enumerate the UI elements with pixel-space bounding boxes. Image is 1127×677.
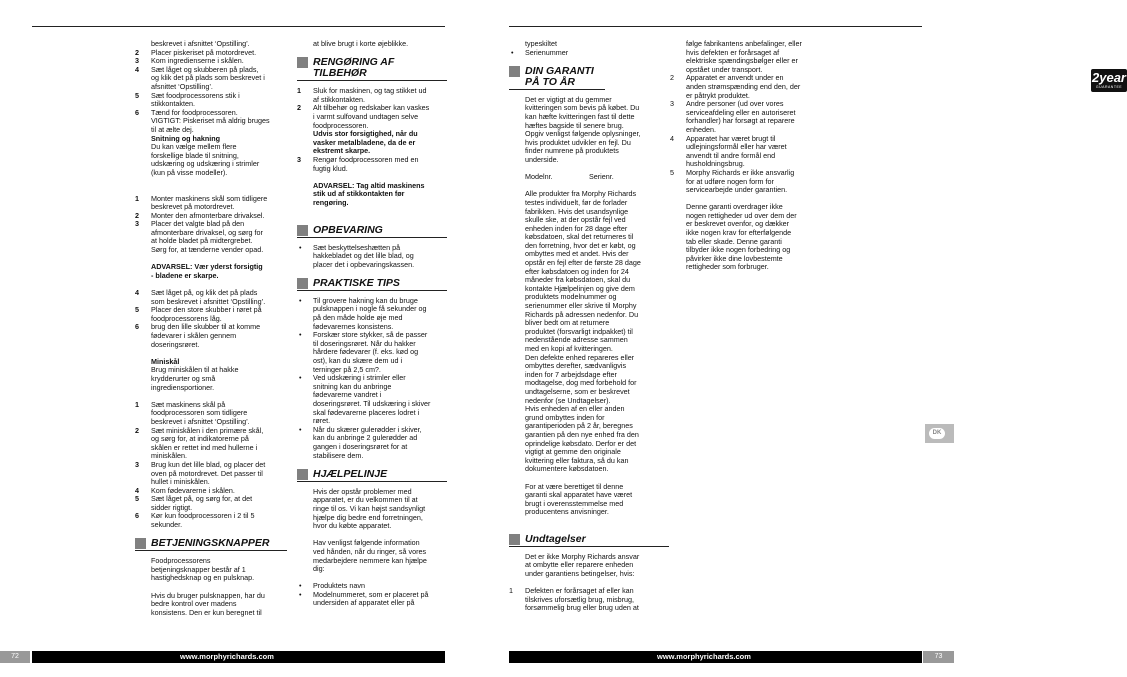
step-number: 3 bbox=[135, 459, 139, 469]
bullet-item bbox=[297, 374, 447, 426]
text-line: placer det i opbevaringskassen. bbox=[313, 259, 415, 269]
bullet-text: skal fødevarerne placeres lodret i bbox=[313, 407, 420, 417]
text-line: kvittering eller faktura, så du kan bbox=[525, 455, 629, 465]
text-line: Den defekte enhed repareres eller bbox=[525, 352, 635, 362]
step-number: 3 bbox=[670, 99, 674, 109]
step-text: Sørg for, at tænderne vender opad. bbox=[151, 245, 264, 255]
step-number: 4 bbox=[135, 288, 139, 298]
step-item bbox=[135, 401, 287, 427]
rengoring-step-3: 3 Rengør foodprocessoren med en fugtig klud. bbox=[297, 156, 447, 173]
step-item bbox=[135, 495, 287, 512]
step-text: Sæt låget på, og klik det på plads bbox=[151, 288, 258, 298]
serial-label: Serienr. bbox=[589, 172, 614, 182]
step-text: Monter den afmonterbare drivaksel. bbox=[151, 210, 265, 220]
top-rule bbox=[32, 26, 445, 27]
text-line: hastighedsknap og en pulsknap. bbox=[151, 573, 255, 583]
text-line: tilbyder ikke nogen forbedring og bbox=[686, 245, 791, 255]
step-text: og klik det på plads som beskrevet i bbox=[151, 73, 265, 83]
text-line: Udvis stor forsigtighed, når du bbox=[313, 129, 418, 139]
text-line: at ombytte eller reparere enheden bbox=[525, 560, 634, 570]
step-number: 2 bbox=[135, 425, 139, 435]
text-line: forskellige blade til snitning, bbox=[151, 150, 239, 160]
bullet-text: fødevarerne vandret i bbox=[313, 390, 382, 400]
step-text: anden strømspænding end den, der bbox=[686, 81, 801, 91]
text-line: nogen rettigheder ud over dem der bbox=[686, 210, 797, 220]
bullet-text: Til grovere hakning kan du bruge bbox=[313, 295, 418, 305]
step-number: 4 bbox=[670, 133, 674, 143]
text-line: efter købsdatoen og inden for 24 bbox=[525, 266, 629, 276]
text-line: tilskrives uforsætlig brug, misbrug, bbox=[525, 594, 635, 604]
text-line: påvirker ikke dine lovbestemte bbox=[686, 253, 783, 263]
text-line: Hvis enheden af en eller anden bbox=[525, 404, 625, 414]
text-line: hjælpe dig bedre end forretningen, bbox=[313, 512, 423, 522]
tips-list bbox=[297, 297, 447, 460]
footer-url[interactable]: www.morphyrichards.com bbox=[180, 652, 274, 661]
text-line: nedenfor (se Undtagelser). bbox=[525, 395, 611, 405]
serial-bullet: • Serienummer bbox=[511, 47, 569, 57]
garanti-paragraph-1 bbox=[509, 96, 669, 165]
text-line: Hav venligst følgende information bbox=[313, 538, 420, 548]
step-number: 5 bbox=[135, 305, 139, 315]
text-line: RENGØRING AF bbox=[313, 56, 395, 69]
text-line: Sæt beskyttelseshætten på bbox=[313, 242, 401, 252]
step-number: 5 bbox=[135, 494, 139, 504]
text-line: rettigheder som forbruger. bbox=[686, 262, 769, 272]
step-text: Placer den store skubber i røret på bbox=[151, 305, 262, 315]
step-number: 3 bbox=[135, 56, 139, 66]
bullet-text: kan du anbringe 2 gulerødder ad bbox=[313, 433, 418, 443]
text-line: bliver bedt om at returnere bbox=[525, 318, 610, 328]
step-text: Andre personer (ud over vores bbox=[686, 99, 784, 109]
rengoring-step-2-warning bbox=[297, 130, 447, 156]
step-text: udlejningsformål eller har været bbox=[686, 142, 787, 152]
bullet-text: undersiden af apparatet eller på bbox=[313, 598, 415, 608]
heading-square-icon bbox=[297, 278, 308, 289]
hjaelp-list bbox=[297, 582, 447, 608]
step-number: 4 bbox=[135, 485, 139, 495]
step-text: og sørg for, at indikatorerne på bbox=[151, 434, 249, 444]
text-line: købsdatoen, skal det returneres til bbox=[525, 232, 634, 242]
step-text: miniskålen. bbox=[151, 451, 187, 461]
bullet-icon: • bbox=[299, 581, 302, 591]
text-line: Sluk for maskinen, og tag stikket ud bbox=[313, 86, 427, 96]
step-number: 2 bbox=[135, 47, 139, 57]
step-number: 6 bbox=[135, 322, 139, 332]
step-text: fødevarer i skålen gennem bbox=[151, 331, 237, 340]
rengoring-step-1: 1 Sluk for maskinen, og tag stikket ud af stikkontakten. bbox=[297, 87, 447, 104]
heading-praktiske-tips: PRAKTISKE TIPS bbox=[297, 278, 447, 291]
step-text: beskrevet på motordrevet. bbox=[151, 202, 235, 212]
step-number: 6 bbox=[135, 107, 139, 117]
heading-din-garanti bbox=[509, 66, 605, 90]
step-text: Brug kun det lille blad, og placer det bbox=[151, 459, 266, 469]
step-number: 6 bbox=[135, 511, 139, 521]
step-text: Apparatet har været brugt til bbox=[686, 133, 776, 143]
step-text: stikkontakten. bbox=[151, 99, 195, 109]
text-line: dokumentere købsdatoen. bbox=[525, 464, 609, 474]
bullet-icon: • bbox=[299, 589, 302, 599]
step-item bbox=[670, 169, 820, 195]
heading-betjeningsknapper: BETJENINGSKNAPPER bbox=[135, 538, 287, 551]
step-text: Sæt låget på, og sørg for, at det bbox=[151, 494, 253, 504]
step-text: Placer det valgte blad på den bbox=[151, 219, 245, 229]
warning-unplug bbox=[297, 182, 447, 208]
bullet-text: doseringsrøret. Til udskæring i skiver bbox=[313, 399, 431, 408]
footer-bar bbox=[32, 651, 445, 663]
undtagelser-item-1: 1 Defekten er forårsaget af eller kan tilskrives uforsætlig brug, misbrug, forsømmelig brug eller brug uden at bbox=[509, 587, 669, 613]
step-number: 5 bbox=[670, 167, 674, 177]
heading-square-icon bbox=[297, 57, 308, 68]
step-item bbox=[135, 220, 287, 254]
text-line: vigtigt at gemme den originale bbox=[525, 447, 621, 457]
text-line: udskæring og udskæring i strimler bbox=[151, 159, 260, 169]
heading-rengoring bbox=[297, 57, 447, 81]
bullet-icon: • bbox=[299, 295, 302, 305]
text-line: konsistens. Den er kun beregnet til bbox=[151, 607, 262, 617]
step-item bbox=[135, 92, 287, 109]
text-line: ombyttes derefter, sædvanligvis bbox=[525, 361, 627, 371]
step-text: VIGTIGT: Piskeriset må aldrig bruges bbox=[151, 116, 270, 126]
text-line: PÅ TO ÅR bbox=[525, 75, 575, 88]
text-line: den forretning, hvor det er købt, og bbox=[525, 240, 636, 250]
text-line: skulle ske, at der opstår fejl ved bbox=[525, 215, 626, 225]
steps-slicing bbox=[135, 195, 287, 255]
text-line: inden for 7 arbejdsdage efter bbox=[525, 369, 617, 379]
final-paragraph bbox=[670, 203, 820, 272]
text-line: ved hånden, når du ringer, så vores bbox=[313, 546, 427, 556]
bullet-text: Forskær store stykker, så de passer bbox=[313, 330, 428, 340]
bullet-icon: • bbox=[299, 330, 302, 340]
bullet-icon: • bbox=[299, 373, 302, 383]
step-text: anvendt til andre formål end bbox=[686, 150, 776, 160]
heading-square-icon bbox=[135, 538, 146, 549]
text-line: følge fabrikantens anbefalinger, eller bbox=[686, 39, 802, 48]
step-text: brug den lille skubber til at komme bbox=[151, 322, 261, 332]
rengoring-step-2: 2 Alt tilbehør og redskaber kan vaskes i varmt sulfovand undtagen selve foodprocessoren. bbox=[297, 104, 447, 130]
step-number: 3 bbox=[135, 219, 139, 229]
text-line: hæftes bagside til senere brug. bbox=[525, 120, 624, 130]
step-number: 2 bbox=[670, 73, 674, 83]
footer-url[interactable]: www.morphyrichards.com bbox=[657, 652, 751, 661]
step-text: beskrevet i afsnittet ‘Opstilling’. bbox=[151, 416, 250, 426]
text-line: ingrediensportioner. bbox=[151, 382, 215, 392]
step-item bbox=[135, 427, 287, 461]
step-item bbox=[670, 100, 820, 134]
text-line: med en kopi af kvitteringen. bbox=[525, 344, 613, 353]
right-column-1 bbox=[509, 40, 669, 613]
text-line: Denne garanti overdrager ikke bbox=[686, 202, 783, 212]
text-line: foodprocessoren. bbox=[313, 120, 369, 130]
text-line: DIN GARANTI bbox=[525, 64, 594, 77]
step-text: afmonterbare drivaksel, og sørg for bbox=[151, 227, 263, 237]
step-text: husholdningsbrug. bbox=[686, 159, 745, 169]
text-line: garantiperioden på 2 år, beregnes bbox=[525, 421, 633, 431]
text-line: producentens anvisninger. bbox=[525, 507, 609, 517]
steps-slicing-2 bbox=[135, 289, 287, 349]
text-line: at blive brugt i korte øjeblikke. bbox=[313, 39, 409, 48]
bullet-text: gangen i doseringsrøret for at bbox=[313, 441, 408, 451]
text-line: dig: bbox=[313, 564, 325, 574]
text-line: modtagelse, dog med forbehold for bbox=[525, 378, 637, 388]
text-line: Du kan vælge mellem flere bbox=[151, 142, 237, 152]
step-text: som beskrevet i afsnittet ‘Opstilling’. bbox=[151, 296, 266, 306]
text-line: garanti skal apparatet have været bbox=[525, 490, 633, 500]
step-item bbox=[670, 135, 820, 169]
text-line: brugt i overensstemmelse med bbox=[525, 498, 624, 508]
text-line: hakkebladet og det lille blad, og bbox=[313, 251, 414, 261]
two-year-guarantee-logo: 2year GUARANTEE bbox=[1091, 69, 1127, 92]
model-label: Modelnr. bbox=[525, 172, 553, 182]
right-page bbox=[477, 0, 1126, 677]
text-line: Defekten er forårsaget af eller kan bbox=[525, 586, 634, 596]
bullet-item bbox=[297, 331, 447, 374]
text-line: opstår en fejl efter de første 28 dage bbox=[525, 258, 641, 268]
footer-bar bbox=[509, 651, 922, 663]
text-line: produktets modelnummer og bbox=[525, 292, 617, 302]
page-number: 73 bbox=[923, 651, 954, 663]
step-text: forhandler) har forsøgt at reparere bbox=[686, 116, 795, 126]
text-line: i varmt sulfovand undtagen selve bbox=[313, 111, 419, 121]
garanti-paragraph-3 bbox=[509, 483, 669, 517]
language-tab-label: DK bbox=[929, 428, 945, 439]
step-text: Sæt maskinens skål på bbox=[151, 399, 226, 409]
bullet-text: Ved udskæring i strimler eller bbox=[313, 373, 406, 383]
text-line: enheden inden for 28 dage efter bbox=[525, 223, 628, 233]
betjening-paragraph-2 bbox=[135, 592, 287, 618]
text-line: ADVARSEL: Tag altid maskinens bbox=[313, 180, 425, 190]
betjening-paragraph-1 bbox=[135, 557, 287, 583]
bullet-text: terninger på 2,5 cm?. bbox=[313, 364, 381, 374]
step-number: 1 bbox=[135, 399, 139, 409]
text-line: Richards på adressen nedenfor. Du bbox=[525, 309, 639, 319]
step-text: for at udføre nogen form for bbox=[686, 176, 774, 186]
bullet-text: pulsknappen i nogle få sekunder og bbox=[313, 304, 427, 314]
text-line: kontakte Hjælpelinjen og give dem bbox=[525, 283, 635, 293]
text-line: (kun på visse modeller). bbox=[151, 167, 228, 177]
step-number: 5 bbox=[135, 90, 139, 100]
language-tab bbox=[925, 424, 954, 443]
text-line: tab eller skade. Denne garanti bbox=[686, 236, 782, 246]
right-column-2 bbox=[670, 40, 820, 272]
text-line: ringe til os. Vi kan højst sandsynligt bbox=[313, 503, 426, 513]
text-line: fabrikken. Hvis det usandsynlige bbox=[525, 206, 629, 216]
miniskaal-section bbox=[135, 358, 287, 392]
step-text: enheden. bbox=[686, 124, 716, 134]
step-text: doseringsrøret. bbox=[151, 339, 200, 349]
text-line: beskrevet i afsnittet ‘Opstilling’. bbox=[151, 39, 250, 48]
text-line: hvis defekten er forårsaget af bbox=[686, 47, 780, 57]
text-line: apparatet, er du velkommen til at bbox=[313, 495, 418, 505]
step-text: Placer piskeriset på motordrevet. bbox=[151, 47, 257, 57]
step-text: Monter maskinens skål som tidligere bbox=[151, 193, 268, 203]
text-line: oprindelige købsdato. Derfor er det bbox=[525, 438, 637, 448]
text-line: Hvis der opstår problemer med bbox=[313, 486, 412, 496]
text-line: stik ud af stikkontakten før bbox=[313, 189, 405, 199]
text-line: Det er ikke Morphy Richards ansvar bbox=[525, 551, 640, 561]
text-line: kan hæfte kvitteringen fast til dette bbox=[525, 111, 635, 121]
text-line: testes individuelt, før de forlader bbox=[525, 197, 628, 207]
text-line: bedre kontrol over madens bbox=[151, 599, 237, 609]
step-text: skålen er rettet ind med hullerne i bbox=[151, 442, 258, 452]
text-line: vasker metalbladene, da de er bbox=[313, 137, 416, 147]
bullet-item bbox=[297, 426, 447, 460]
model-serial-row bbox=[509, 173, 669, 182]
step-text: Apparatet er anvendt under en bbox=[686, 73, 784, 83]
text-line: Alt tilbehør og redskaber kan vaskes bbox=[313, 103, 430, 113]
text-line: krydderurter og små bbox=[151, 373, 216, 383]
miniskaal-title: Miniskål bbox=[151, 356, 180, 366]
heading-undtagelser: Undtagelser bbox=[509, 534, 669, 547]
heading-square-icon bbox=[509, 534, 520, 545]
bullet-text: fødevarernes konsistens. bbox=[313, 321, 394, 331]
heading-hjaelpelinje: HJÆLPELINJE bbox=[297, 469, 447, 482]
heading-square-icon bbox=[297, 225, 308, 236]
step-text: Sæt låget og skubberen på plads, bbox=[151, 64, 259, 74]
text-line: Opgiv venligst følgende oplysninger, bbox=[525, 129, 641, 139]
text-line: Foodprocessorens bbox=[151, 556, 211, 566]
step-text: foodprocessoren som tidligere bbox=[151, 408, 248, 418]
text-line: forsømmelig brug eller brug uden at bbox=[525, 603, 639, 613]
text-line: Alle produkter fra Morphy Richards bbox=[525, 189, 637, 199]
text-line: hvor du købte apparatet. bbox=[313, 521, 392, 531]
undtagelser-items bbox=[670, 74, 820, 194]
step-number: 1 bbox=[135, 193, 139, 203]
step-item bbox=[135, 512, 287, 529]
step-text: til at ælte dej. bbox=[151, 124, 194, 134]
step-text: hullet i miniskålen. bbox=[151, 477, 210, 487]
step-text: oven på motordrevet. Det passer til bbox=[151, 468, 263, 478]
bullet-text: på den måde holde øje med bbox=[313, 313, 403, 323]
text-line: fugtig klud. bbox=[313, 163, 348, 173]
warning-blades bbox=[135, 263, 287, 280]
step-text: at holde bladet på midtergrebet. bbox=[151, 236, 253, 246]
steps-whisk bbox=[135, 49, 287, 135]
text-line: kvitteringen som bevis på købet. Du bbox=[525, 103, 640, 113]
step-number: 2 bbox=[135, 210, 139, 220]
snitning-section bbox=[135, 135, 287, 178]
text-line: For at være berettiget til denne bbox=[525, 481, 624, 491]
text-line: elektriske spændingsbølger eller er bbox=[686, 56, 798, 66]
step-item bbox=[135, 289, 287, 306]
text-line: Rengør foodprocessoren med en bbox=[313, 154, 419, 164]
text-line: af stikkontakten. bbox=[313, 94, 365, 104]
text-line: grund ombyttes inden for bbox=[525, 412, 605, 422]
bullet-text: stabilisere dem. bbox=[313, 450, 364, 460]
step-text: servicearbejde under garantien. bbox=[686, 185, 788, 195]
text-line: ADVARSEL: Vær yderst forsigtig bbox=[151, 262, 263, 272]
step-text: foodprocessorens låg. bbox=[151, 313, 222, 323]
text-line: garantien på den nye enhed fra den bbox=[525, 429, 639, 439]
snitning-title: Snitning og hakning bbox=[151, 133, 221, 143]
bullet-text: hårdere fødevarer (f. eks. kød og bbox=[313, 347, 419, 357]
bullet-item bbox=[297, 591, 447, 608]
text-line: hvis produktet udvikler en fejl. Du bbox=[525, 137, 631, 147]
step-item bbox=[670, 74, 820, 100]
heading-square-icon bbox=[509, 66, 520, 77]
text-line: under garantiens betingelser, hvis: bbox=[525, 569, 635, 579]
undtagelser-paragraph bbox=[509, 553, 669, 579]
step-item bbox=[135, 306, 287, 323]
left-column-2 bbox=[297, 40, 447, 608]
garanti-paragraph-2 bbox=[509, 190, 669, 474]
step-number: 4 bbox=[135, 64, 139, 74]
heading-square-icon bbox=[297, 469, 308, 480]
bullet-text: snitning kan du anbringe bbox=[313, 381, 392, 391]
bullet-text: til doseringsrøret. Når du hakker bbox=[313, 338, 416, 348]
step-text: Kom ingredienserne i skålen. bbox=[151, 56, 244, 66]
step-text: afsnittet ‘Opstilling’. bbox=[151, 81, 213, 91]
text-line: betjeningsknapper består af 1 bbox=[151, 564, 246, 574]
step-text: Kør kun foodprocessoren i 2 til 5 bbox=[151, 511, 255, 521]
step-text: sidder rigtigt. bbox=[151, 502, 193, 512]
steps-miniskaal bbox=[135, 401, 287, 530]
step-text: Morphy Richards er ikke ansvarlig bbox=[686, 167, 795, 177]
step-item bbox=[135, 66, 287, 92]
text-line: nedenstående adresse sammen bbox=[525, 335, 628, 345]
left-column-1 bbox=[135, 40, 287, 617]
step-text: er påtrykt produktet. bbox=[686, 90, 750, 100]
text-line: produktet (forsvarligt indpakket) til bbox=[525, 326, 633, 336]
bullet-text: Når du skærer gulerødder i skiver, bbox=[313, 424, 422, 434]
text-line: ombyttes med et andet. Hvis der bbox=[525, 249, 629, 259]
bullet-item bbox=[297, 297, 447, 331]
hjaelp-paragraph-2 bbox=[297, 539, 447, 573]
page-number: 72 bbox=[0, 651, 30, 663]
text-line: ekstremt skarpe. bbox=[313, 146, 371, 156]
bullet-text: Produktets navn bbox=[313, 581, 365, 591]
step-text: serviceafdeling eller en autoriseret bbox=[686, 107, 796, 117]
step-text: sekunder. bbox=[151, 520, 183, 530]
step-item bbox=[135, 323, 287, 349]
opbevaring-bullet: • Sæt beskyttelseshætten på hakkebladet og det lille blad, og placer det i opbevaringskassen. bbox=[297, 244, 447, 270]
top-rule bbox=[509, 26, 922, 27]
text-line: rengøring. bbox=[313, 197, 349, 207]
step-text: Sæt miniskålen i den primære skål, bbox=[151, 425, 264, 435]
continuation-text: typeskiltet bbox=[525, 39, 557, 48]
left-page bbox=[0, 0, 477, 677]
bullet-text: ost), kan du skære dem ud i bbox=[313, 356, 403, 366]
text-line: ikke nogen krav for efterfølgende bbox=[686, 228, 792, 238]
text-line: medarbejdere nemmere kan hjælpe bbox=[313, 555, 427, 565]
step-item bbox=[135, 461, 287, 487]
text-line: Brug miniskålen til at hakke bbox=[151, 365, 239, 375]
step-item bbox=[135, 109, 287, 135]
text-line: måneder fra købsdatoen, skal du bbox=[525, 275, 631, 285]
text-line: finder numrene på produktets bbox=[525, 146, 619, 156]
text-line: serienummer eller skrive til Morphy bbox=[525, 301, 637, 311]
text-line: Hvis du bruger pulsknappen, har du bbox=[151, 590, 265, 600]
bullet-text: røret. bbox=[313, 416, 331, 426]
text-line: opstået under transport. bbox=[686, 64, 763, 74]
text-line: TILBEHØR bbox=[313, 67, 367, 80]
step-text: Tænd for foodprocessoren. bbox=[151, 107, 238, 117]
bullet-icon: • bbox=[299, 424, 302, 434]
step-text: Sæt foodprocessorens stik i bbox=[151, 90, 240, 100]
hjaelp-paragraph-1 bbox=[297, 488, 447, 531]
bullet-text: Modelnummeret, som er placeret på bbox=[313, 589, 429, 599]
text-line: Det er vigtigt at du gemmer bbox=[525, 94, 612, 104]
heading-opbevaring: OPBEVARING bbox=[297, 225, 447, 238]
step-text: Kom fødevarerne i skålen. bbox=[151, 485, 235, 495]
text-line: - bladene er skarpe. bbox=[151, 270, 219, 280]
step-item bbox=[135, 195, 287, 212]
text-line: er beskrevet ovenfor, og dækker bbox=[686, 219, 790, 229]
continuation-text bbox=[670, 40, 820, 74]
text-line: underside. bbox=[525, 154, 559, 164]
text-line: undtagelserne, som er beskrevet bbox=[525, 386, 630, 396]
continuation-text bbox=[297, 40, 447, 49]
